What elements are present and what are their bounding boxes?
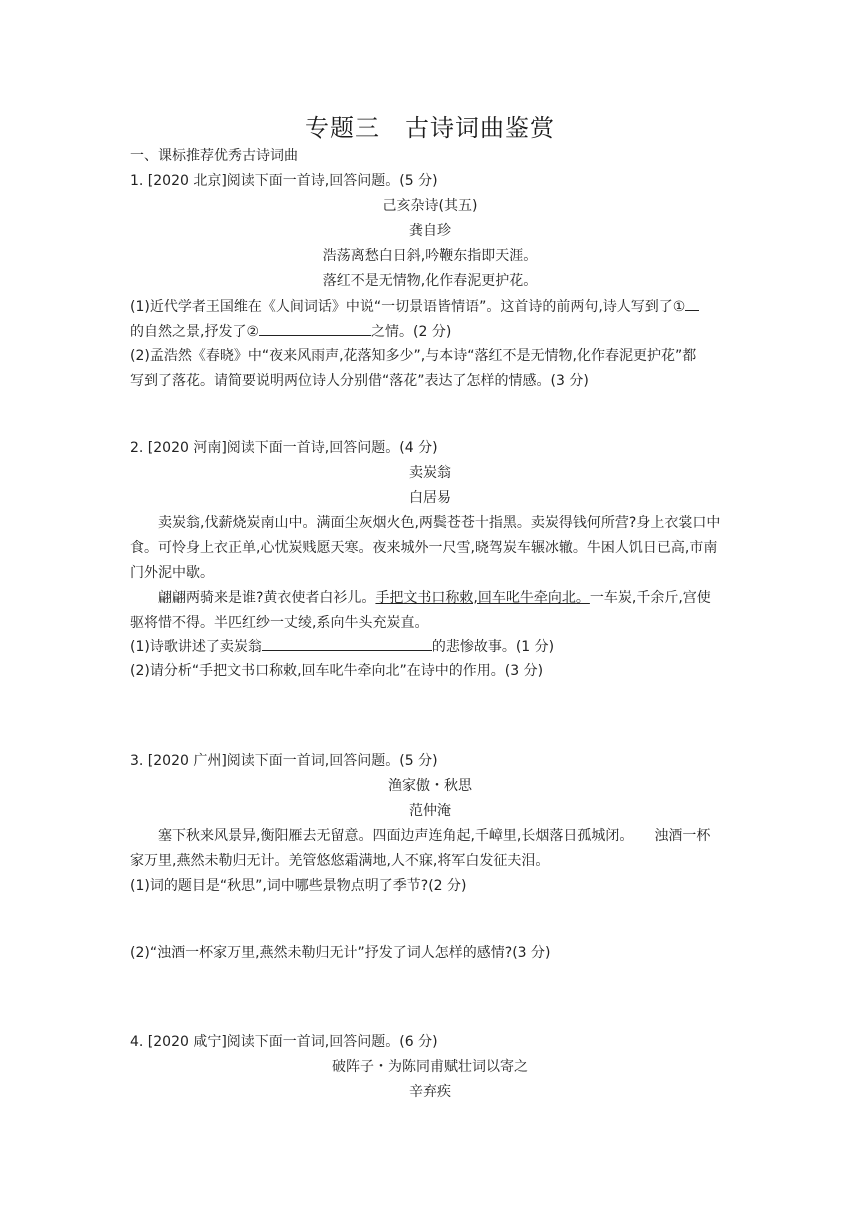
q3-sub2: (2)“浊酒一杯家万里,燕然未勒归无计”抒发了词人怎样的感情?(3 分) [130,945,551,961]
q3-poem-line: 塞下秋来风景异,衡阳雁去无留意。四面边声连角起,千嶂里,长烟落日孤城闭。 浊酒一杯 [158,828,711,844]
q4-heading: 4. [2020 咸宁]阅读下面一首词,回答问题。(6 分) [130,1034,438,1050]
q3-sub1: (1)词的题目是“秋思”,词中哪些景物点明了季节?(2 分) [130,878,467,894]
q1-sub1-line2 [130,321,730,342]
section-heading: 一、课标推荐优秀古诗词曲 [130,148,298,164]
q1-sub2-line2: 写到了落花。请简要说明两位诗人分别借“落花”表达了怎样的情感。(3 分) [130,373,589,389]
q1-sub1-text-b: 的自然之景,抒发了② [130,324,260,340]
q2-heading: 2. [2020 河南]阅读下面一首诗,回答问题。(4 分) [130,440,438,456]
q2-poem-text-b: 一车炭,千余斤,宫使 [589,590,711,606]
page-title: 专题三 古诗词曲鉴赏 [305,114,555,142]
q2-poem-line-underlined [130,588,758,608]
q3-poem-line: 家万里,燕然未勒归无计。羌管悠悠霜满地,人不寐,将军白发征夫泪。 [130,853,550,869]
answer-blank-3[interactable] [262,636,432,651]
q2-sub1 [130,636,730,657]
q1-sub2-line1: (2)孟浩然《春晓》中“夜来风雨声,花落知多少”,与本诗“落红不是无情物,化作春泥更护花”都 [130,348,697,364]
q1-author: 龚自珍 [409,223,451,239]
q2-poem-line: 驱将惜不得。半匹红纱一丈绫,系向牛头充炭直。 [130,615,429,631]
q1-poem-line: 浩荡离愁白日斜,吟鞭东指即天涯。 [322,248,538,264]
q4-poem-title: 破阵子・为陈同甫赋壮词以寄之 [332,1059,528,1075]
q1-sub1-line1 [130,296,730,317]
q2-sub1-text-b: 的悲惨故事。(1 分) [431,639,555,655]
q2-sub1-text-a: (1)诗歌讲述了卖炭翁 [130,639,262,655]
q2-author: 白居易 [409,490,451,506]
q1-poem-line: 落红不是无情物,化作春泥更护花。 [322,273,538,289]
q3-author: 范仲淹 [409,803,451,819]
answer-blank-1[interactable] [685,296,699,311]
q2-underlined-text: 手把文书口称敕,回车叱牛牵向北。 [375,590,590,606]
q1-sub1-text-c: 之情。(2 分) [371,324,452,340]
q1-poem-title: 己亥杂诗(其五) [382,198,478,214]
q2-poem-text-a: 翩翩两骑来是谁?黄衣使者白衫儿。 [158,590,376,606]
q3-heading: 3. [2020 广州]阅读下面一首词,回答问题。(5 分) [130,753,438,769]
q2-poem-line: 门外泥中歇。 [130,565,214,581]
q4-author: 辛弃疾 [409,1084,451,1100]
q2-poem-line: 卖炭翁,伐薪烧炭南山中。满面尘灰烟火色,两鬓苍苍十指黑。卖炭得钱何所营?身上衣裳口中 [158,515,721,531]
answer-blank-2[interactable] [259,321,371,336]
q2-poem-title: 卖炭翁 [409,465,451,481]
q2-sub2: (2)请分析“手把文书口称敕,回车叱牛牵向北”在诗中的作用。(3 分) [130,663,544,679]
q2-poem-line: 食。可怜身上衣正单,心忧炭贱愿天寒。夜来城外一尺雪,晓驾炭车辗冰辙。牛困人饥日已高,市南 [130,540,718,556]
q1-heading: 1. [2020 北京]阅读下面一首诗,回答问题。(5 分) [130,173,438,189]
q1-sub1-text-a: (1)近代学者王国维在《人间词话》中说“一切景语皆情语”。这首诗的前两句,诗人写到了① [130,299,686,315]
q3-poem-title: 渔家傲・秋思 [388,778,472,794]
